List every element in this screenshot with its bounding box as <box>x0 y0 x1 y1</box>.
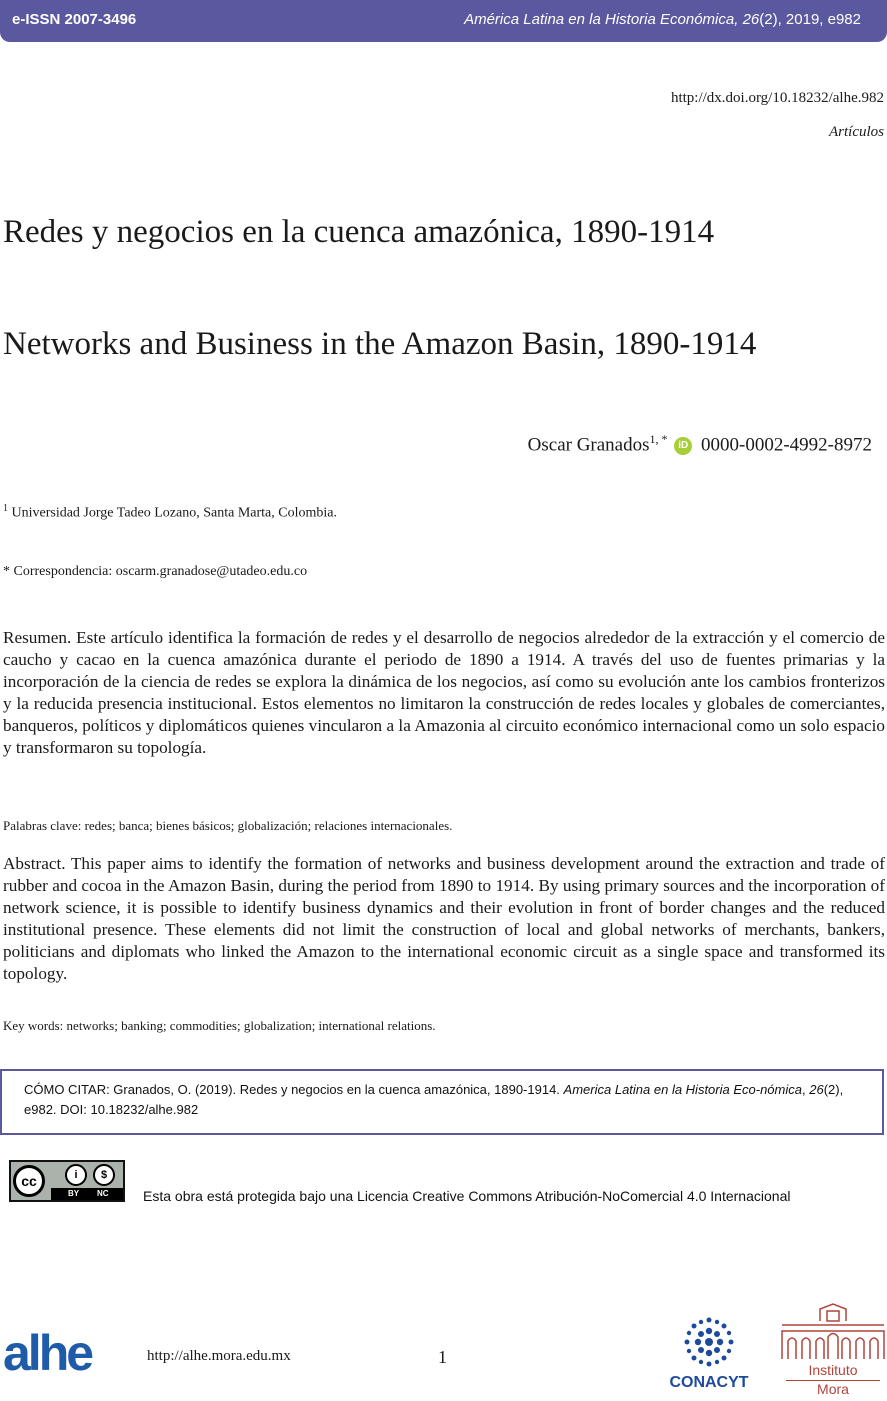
author-marks: 1, * <box>649 432 668 446</box>
alhe-logo <box>3 1330 135 1376</box>
license-text[interactable]: Esta obra está protegida bajo una Licencia Creative Commons Atribución-NoComercial 4.0 Internacional <box>143 1188 791 1204</box>
conacyt-dots-icon <box>661 1314 757 1372</box>
author-name: Oscar Granados <box>527 434 650 456</box>
orcid-id[interactable]: 0000-0002-4992-8972 <box>701 434 872 456</box>
citation-box: CÓMO CITAR: Granados, O. (2019). Redes y negocios en la cuenca amazónica, 1890-1914. America Latina en la Historia Eco-nómica, 26(2), e982. DOI: 10.18232/alhe.982 <box>0 1069 884 1135</box>
doi-link[interactable]: http://dx.doi.org/10.18232/alhe.982 <box>670 90 884 106</box>
instituto-mora-logo <box>780 1303 886 1399</box>
dollar-strike-icon: $ <box>93 1164 115 1186</box>
section-label: Artículos <box>829 124 884 140</box>
issn: e-ISSN 2007-3496 <box>12 11 137 28</box>
conacyt-word: CONACYT <box>669 1374 749 1391</box>
person-icon: i <box>65 1164 87 1186</box>
key-words: Key words: networks; banking; commodities; globalization; international relations. <box>3 1018 436 1033</box>
cc-license-badge[interactable] <box>9 1160 125 1202</box>
author-line <box>528 432 872 456</box>
affiliation: $^1$ Universidad Jorge Tadeo Lozano, Santa Marta, Colombia. <box>3 503 337 521</box>
title-english: Networks and Business in the Amazon Basin, 1890-1914 <box>3 326 757 362</box>
page-number: 1 <box>438 1347 447 1367</box>
correspondence: * Correspondencia: oscarm.granadose@utadeo.edu.co <box>3 564 308 579</box>
orcid-icon[interactable]: iD <box>674 437 692 455</box>
svg-text:alhe: alhe <box>3 1330 92 1376</box>
abstract-paragraph: Abstract. This paper aims to identify the formation of networks and business development around the extraction and trade of rubber and cocoa in the Amazon Basin, during the period from 1890 to 1914. By using primary sources and the incorporation of network science, it is possible to identify business dynamics and their evolution in front of border changes and the reduced institutional presence. These elements did not limit the construction of local and global networks of merchants, bankers, politicians and diplomats who linked the Amazon to the international economic circuit as a single space and transformed its topology. <box>3 854 885 983</box>
cc-badge-band: BY NC <box>51 1188 123 1200</box>
conacyt-logo <box>661 1314 757 1392</box>
mora-building-icon <box>780 1303 886 1359</box>
mora-word-mora: Mora <box>817 1381 849 1397</box>
resumen-paragraph: Resumen. Este artículo identifica la formación de redes y el desarrollo de negocios alrededor de la extracción y el comercio de caucho y cacao en la cuenca amazónica durante el periodo de 1890 a 1914. A través del uso de fuentes primarias y la incorporación de la ciencia de redes se explora la dinámica de los negocios, así como su evolución ante los cambios fronterizos y la reducida presencia institucional. Estos elementos no limitaron la construcción de redes locales y globales de comerciantes, banqueros, políticos y diplomáticos quienes vincularon a la Amazonia al circuito económico internacional como un solo espacio y transformaron su topología. <box>3 628 885 757</box>
journal-website[interactable]: http://alhe.mora.edu.mx <box>147 1348 291 1364</box>
journal-citation: América Latina en la Historia Económica, 26(2), 2019, e982 <box>464 11 861 28</box>
mora-word-instituto: Instituto <box>808 1362 858 1378</box>
palabras-clave: Palabras clave: redes; banca; bienes básicos; globalización; relaciones internacionales. <box>3 818 453 833</box>
title-spanish: Redes y negocios en la cuenca amazónica, 1890-1914 <box>3 214 715 250</box>
cc-icon: cc <box>13 1165 45 1197</box>
journal-header-bar <box>0 0 887 42</box>
